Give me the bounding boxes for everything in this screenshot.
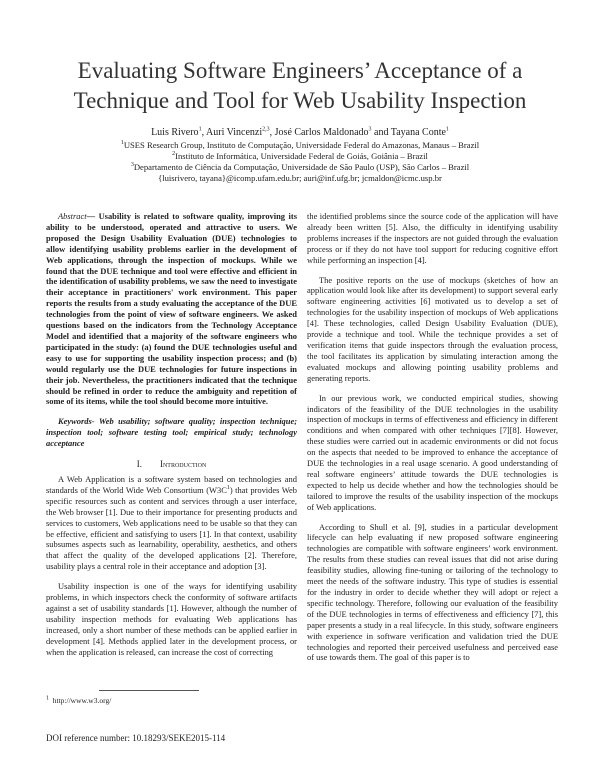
section-heading	[46, 458, 297, 470]
title-line: Evaluating Software Engineers’ Acceptance of a	[77, 58, 523, 83]
left-column	[46, 211, 297, 667]
aff-sup: 2	[172, 151, 176, 158]
text: ) that provides Web specific resources such as content and services through a user interface, the Web browser [1]. Due to their importance for presenting products and services to customers, Web applications need to be usable so that they can be effective, efficient and satisfying to users [1]. In that context, usability subsumes aspects such as learnability, operability, aesthetics, and others that affect the quality of the developed applications [2]. Therefore, usability plays a central role in their acceptance and adoption [3].	[46, 484, 297, 572]
section-number: I.	[136, 459, 142, 470]
emails: {luisrivero, tayana}@icomp.ufam.edu.br; auri@inf.ufg.br; jcmaldon@icmc.usp.br	[158, 173, 442, 183]
body-paragraph: The positive reports on the use of mockups (sketches of how an application would look like after its development) to support several early software engineering activities [6] motivated us to develop a set of technologies for the usability inspection of mockups of Web applications [4]. These technologies, called Design Usability Evaluation (DUE), provide a technique and tool. While the technique provides a set of verification items that guide inspectors through the evaluation process, the tool facilitates its application by simulating interaction among the evaluated mockups and allowing pointing usability problems and generating reports.	[307, 274, 558, 383]
body-paragraph: According to Shull et al. [9], studies in a particular development lifecycle can help evaluating if new proposed software engineering technologies are compatible with software engineers’ work environment. The results from these studies can reveal issues that did not arise during feasibility studies, allowing fine-tuning or tailoring of the technology to meet the needs of the software industry. This type of studies is essential for the industry in order to decide whether they will adopt or reject a specific technology. Therefore, following our evaluation of the feasibility of the DUE technologies in terms of effectiveness and efficiency [7], this paper presents a study in a real lifecycle. In this study, software engineers with experience in software verification and validation tried the DUE technologies and reported their perceived usefulness and perceived ease of use towards them. The goal of this paper is to	[307, 521, 558, 663]
abstract-label: Abstract	[58, 211, 87, 221]
footnote-ref: 1	[226, 485, 230, 492]
author-list	[30, 127, 570, 139]
author: Luis Rivero	[151, 127, 199, 138]
text: A Web Application is a software system based on technologies and standards of the World Wide Web Consortium (W3C	[46, 474, 297, 495]
body-paragraph: the identified problems since the source code of the application will have already been written [5]. Also, the difficulty in identifying usability problems increases if the inspectors are not guided through the evaluation process or if they do not have tool support for reducing cognitive effort while performing an inspection [4].	[307, 211, 558, 265]
author-sup: 2,3	[262, 126, 270, 133]
author: and Tayana Conte	[371, 127, 446, 138]
footnote-rule	[99, 690, 199, 691]
author: , José Carlos Maldonado	[269, 127, 369, 138]
intro-paragraph	[46, 474, 297, 572]
affiliation	[30, 162, 570, 173]
title-line: Technique and Tool for Web Usability Inspection	[73, 88, 527, 113]
paper-title	[30, 56, 570, 116]
right-column	[307, 211, 558, 672]
author: , Auri Vincenzi	[201, 127, 263, 138]
aff-sup: 1	[120, 140, 124, 147]
abstract-text: — Usability is related to software quality, improving its ability to be understood, operated and attractive to users. We proposed the Design Usability Evaluation (DUE) technologies to allow identifying usability problems earlier in the development of Web applications, through the inspection of mockups. While we found that the DUE technique and tool were effective and efficient in the identification of usability problems, we saw the need to investigate their acceptance in practitioners' work environment. This paper reports the results from a study evaluating the acceptance of the DUE technologies from the point of view of software engineers. We asked questions based on the indicators from the Technology Acceptance Model and identified that a majority of the software engineers who participated in the study: (a) found the DUE technologies useful and easy to use for supporting the usability inspection process; and (b) would regularly use the DUE technologies for future inspections in their job. Nevertheless, the practitioners indicated that the technique should be refined in order to reduce the ambiguity and repetition of some of its items, while the tool should become more intuitive.	[46, 211, 297, 407]
author-sup: 1	[445, 126, 449, 133]
author-sup: 1	[198, 126, 202, 133]
section-title: Introduction	[159, 459, 207, 470]
affiliation	[30, 140, 570, 151]
keywords: Keywords- Web usability; software quality; inspection technique; inspection tool; software testing tool; empirical study; technology acceptance	[46, 416, 297, 449]
footnote-text: http://www.w3.org/	[52, 696, 112, 705]
abstract	[46, 211, 297, 407]
body-paragraph: In our previous work, we conducted empirical studies, showing indicators of the feasibility of the DUE technologies in the usability inspection of mockups in terms of effectiveness and efficiency in different conditions and when compared with other techniques [7][8]. However, these studies were carried out in academic environments or did not focus on the aspects that needed to be improved to enhance the acceptance of DUE the technologies in a real usage scenario. A good understanding of real software engineers’ attitude towards the DUE technologies is expected to help us decide whether and how the technologies should be tailored to improve the results of the usability inspection of the mockups of Web applications.	[307, 392, 558, 512]
affiliation	[30, 151, 570, 162]
intro-paragraph: Usability inspection is one of the ways for identifying usability problems, in which inspectors check the conformity of software artifacts against a set of usability standards [1]. However, although the number of usability inspection methods for evaluating Web applications has increased, only a short number of these methods can be applied earlier in development [4]. Methods applied later in the development process, or when the application is released, can increase the cost of correcting	[46, 581, 297, 657]
aff-text: USES Research Group, Instituto de Computação, Universidade Federal do Amazonas, Manaus – Brazil	[123, 140, 480, 150]
affiliations	[30, 140, 570, 184]
aff-sup: 3	[130, 162, 134, 169]
aff-text: Instituto de Informática, Universidade Federal de Goiás, Goiânia – Brazil	[175, 151, 428, 161]
author-sup: 3	[368, 126, 372, 133]
doi-reference: DOI reference number: 10.18293/SEKE2015-114	[46, 733, 226, 743]
footnote	[46, 696, 111, 706]
footnote-number: 1	[46, 695, 49, 702]
aff-text: Departamento de Ciência da Computação, Universidade de São Paulo (USP), São Carlos – Brazil	[133, 162, 470, 172]
